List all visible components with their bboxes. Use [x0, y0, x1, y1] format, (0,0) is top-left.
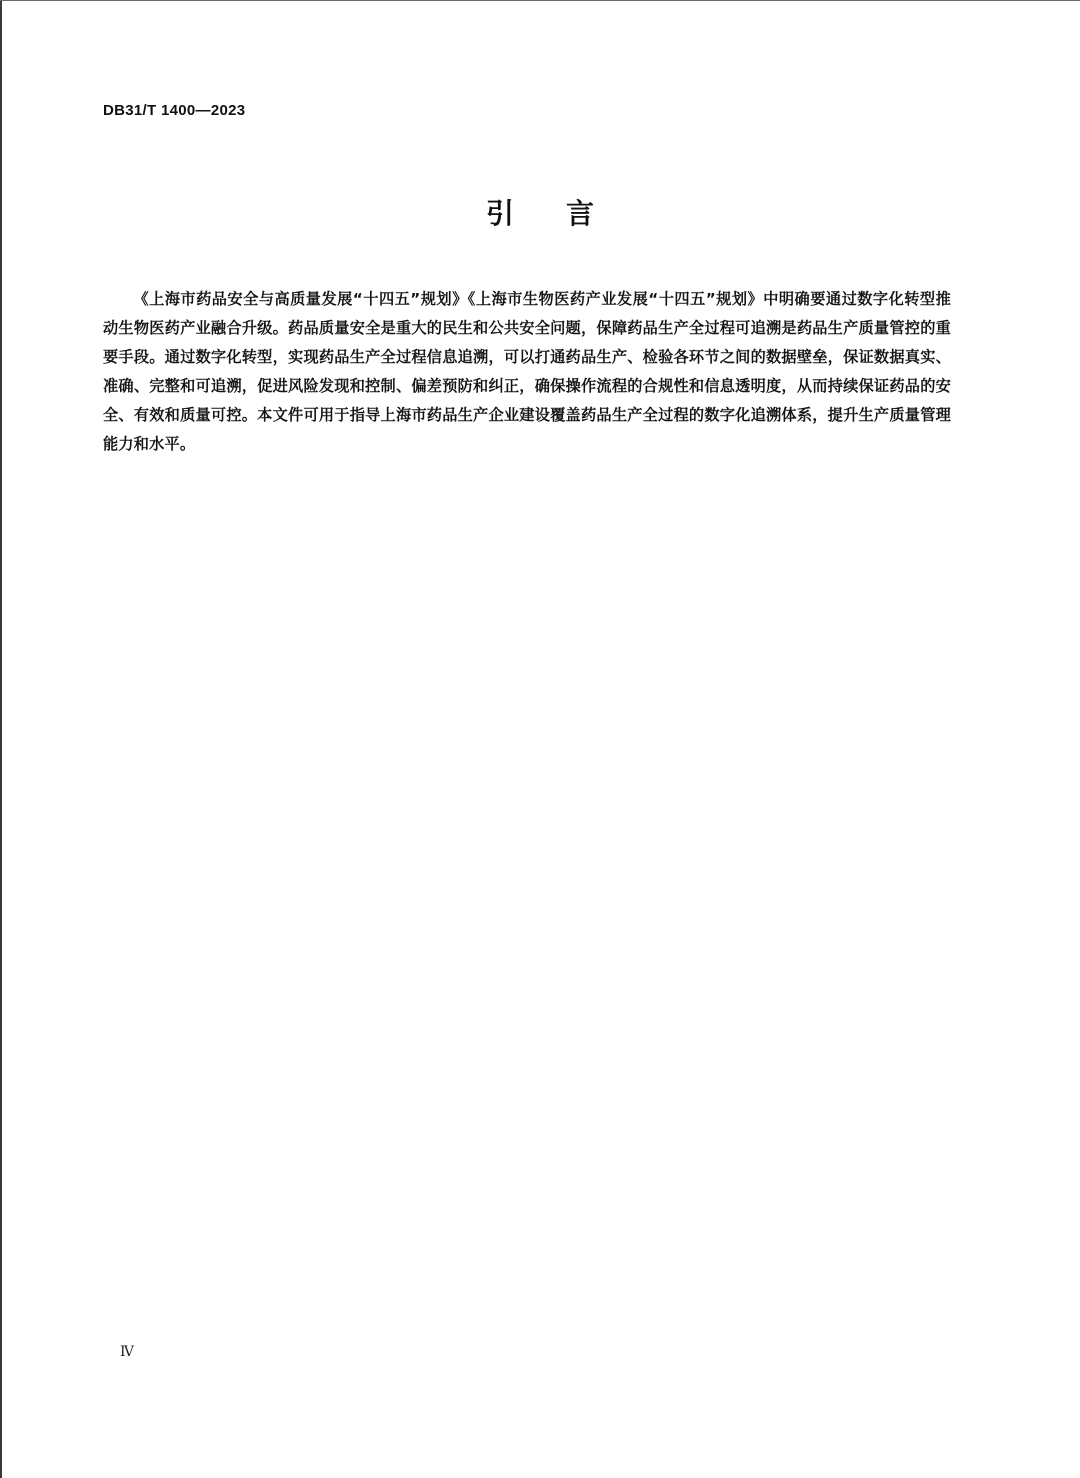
page-number: Ⅳ	[120, 1344, 134, 1360]
page-edge-top	[0, 0, 1080, 1]
introduction-paragraph: 《上海市药品安全与高质量发展“十四五”规划》《上海市生物医药产业发展“十四五”规划》中明确要通过数字化转型推动生物医药产业融合升级。药品质量安全是重大的民生和公共安全问题，保障药品生产全过程可追溯是药品生产质量管控的重要手段。通过数字化转型，实现药品生产全过程信息追溯，可以打通药品生产、检验各环节之间的数据壁垒，保证数据真实、准确、完整和可追溯，促进风险发现和控制、偏差预防和纠正，确保操作流程的合规性和信息透明度，从而持续保证药品的安全、有效和质量可控。本文件可用于指导上海市药品生产企业建设覆盖药品生产全过程的数字化追溯体系，提升生产质量管理能力和水平。	[103, 290, 951, 453]
page-title	[0, 192, 1080, 232]
document-code: DB31/T 1400—2023	[103, 102, 246, 119]
title-char-1: 引	[485, 197, 514, 230]
title-char-2: 言	[566, 197, 595, 230]
